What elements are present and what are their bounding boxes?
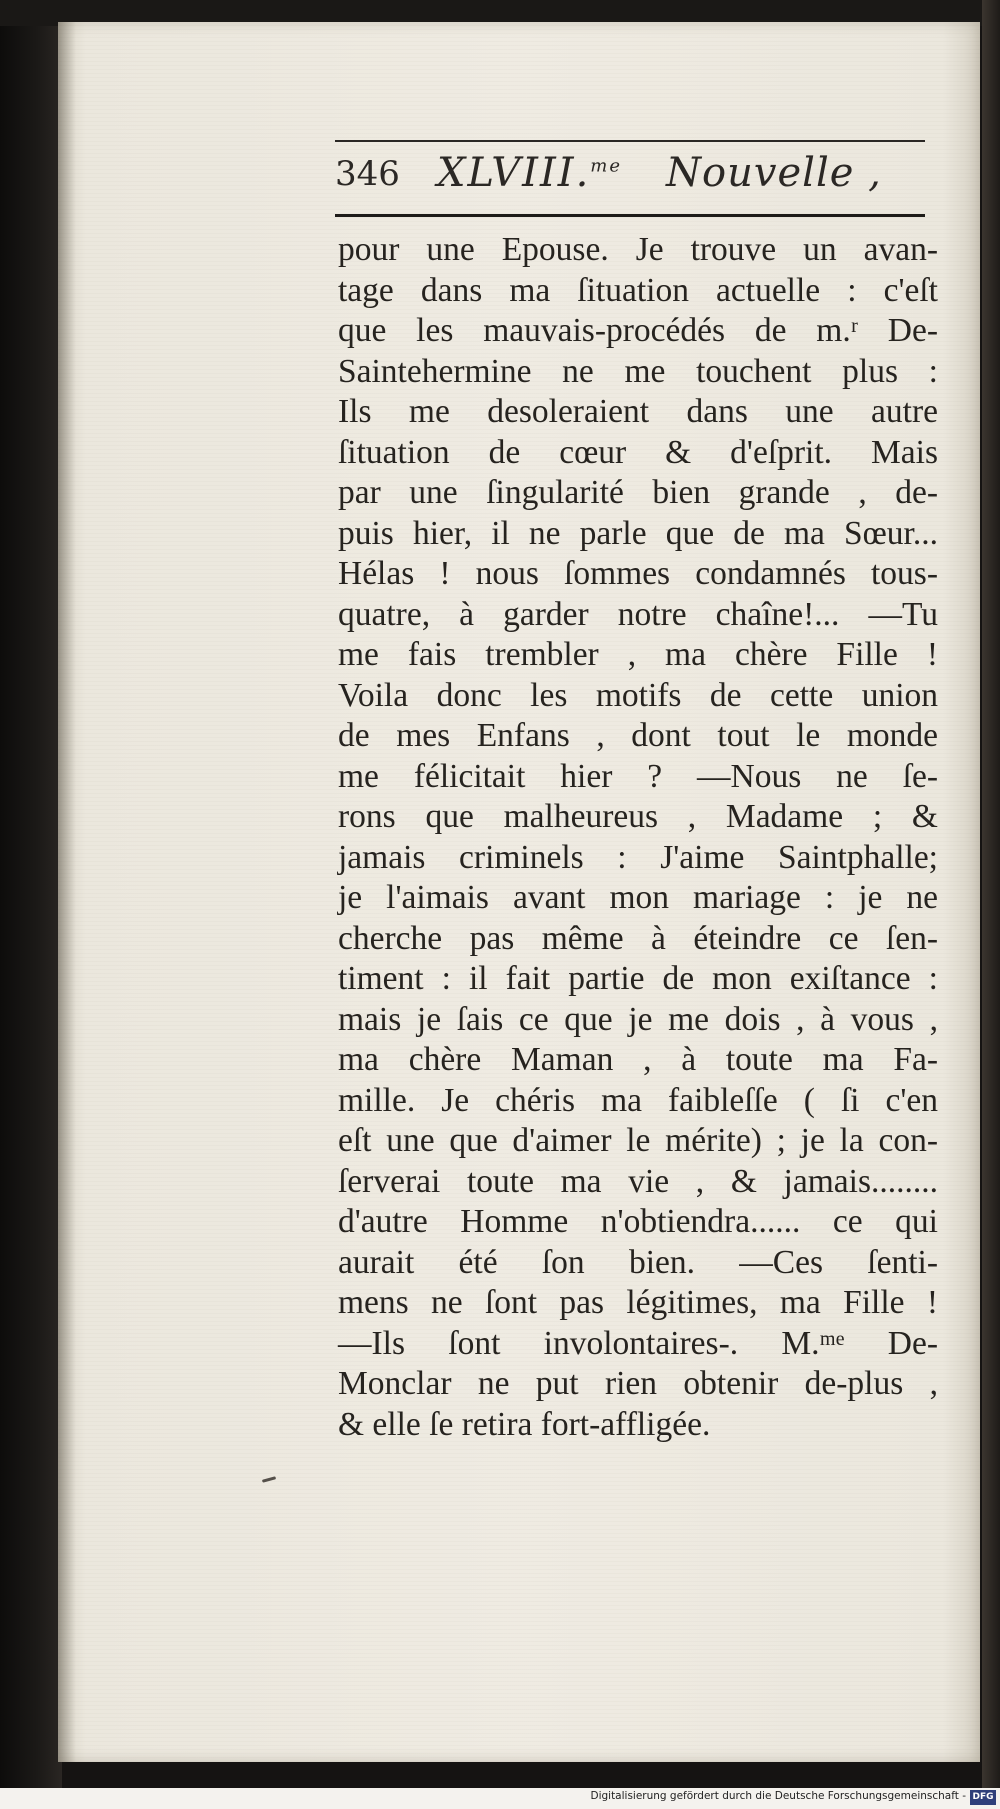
text-line: puis hier, il ne parle que de ma Sœur... (338, 514, 938, 552)
text-line: mens ne ſont pas légitimes, ma Fille ! (338, 1284, 938, 1321)
digitization-credit: Digitalisierung gefördert durch die Deutsche Forschungsgemeinschaft - (590, 1790, 966, 1802)
running-header (335, 140, 925, 217)
body-text (338, 230, 938, 1445)
text-line: & elle ſe retira fort-affligée. (338, 1405, 711, 1443)
book-edge-right (982, 0, 1000, 1809)
dfg-logo: DFG (970, 1790, 996, 1805)
text-line: tage dans ma ſituation actuelle : c'eſt (338, 271, 938, 309)
text-line: que les mauvais-procédés de m.ʳ De- (338, 312, 938, 349)
text-line: par une ſingularité bien grande , de- (338, 474, 938, 511)
text-line: cherche pas même à éteindre ce ſen- (338, 919, 938, 957)
text-line: mille. Je chéris ma faibleſſe ( ſi c'en (338, 1081, 938, 1119)
running-head-tail: Nouvelle , (666, 150, 882, 196)
text-line: de mes Enfans , dont tout le monde (338, 717, 938, 754)
text-line: me fais trembler , ma chère Fille ! (338, 636, 938, 673)
text-line: quatre, à garder notre chaîne!... —Tu (338, 595, 938, 633)
page-gutter-shadow (58, 22, 76, 1762)
running-head-title (437, 150, 882, 196)
text-line: d'autre Homme n'obtiendra...... ce qui (338, 1203, 938, 1240)
text-line: eſt une que d'aimer le mérite) ; je la con- (338, 1122, 938, 1159)
text-line: rons que malheureus , Madame ; & (338, 798, 938, 835)
text-line: je l'aimais avant mon mariage : je ne (338, 879, 938, 916)
text-line: timent : il fait partie de mon exiſtance : (338, 960, 938, 997)
text-line: Hélas ! nous ſommes condamnés tous- (338, 555, 938, 592)
page-number: 346 (335, 154, 400, 194)
text-line: jamais criminels : J'aime Saintphalle; (338, 838, 938, 876)
text-line: pour une Epouse. Je trouve un avan- (338, 231, 938, 268)
text-line: Voila donc les motifs de cette union (338, 676, 938, 714)
text-line: Ils me desoleraient dans une autre (338, 393, 938, 430)
text-line: Saintehermine ne me touchent plus : (338, 352, 938, 390)
text-line: mais je ſais ce que je me dois , à vous , (338, 1000, 938, 1038)
text-line: ma chère Maman , à toute ma Fa- (338, 1041, 938, 1078)
running-head-superscript: me (590, 155, 623, 177)
text-line: —Ils ſont involontaires-. M.ᵐᵉ De- (338, 1324, 938, 1362)
text-line: ſerverai toute ma vie , & jamais........ (338, 1162, 938, 1200)
running-head-main: XLVIII. (437, 150, 591, 196)
text-line: aurait été ſon bien. —Ces ſenti- (338, 1243, 938, 1281)
text-line: Monclar ne put rien obtenir de-plus , (338, 1365, 938, 1402)
book-binding-shadow (0, 0, 62, 1809)
text-line: me félicitait hier ? —Nous ne ſe- (338, 757, 938, 795)
text-line: ſituation de cœur & d'eſprit. Mais (338, 433, 938, 471)
